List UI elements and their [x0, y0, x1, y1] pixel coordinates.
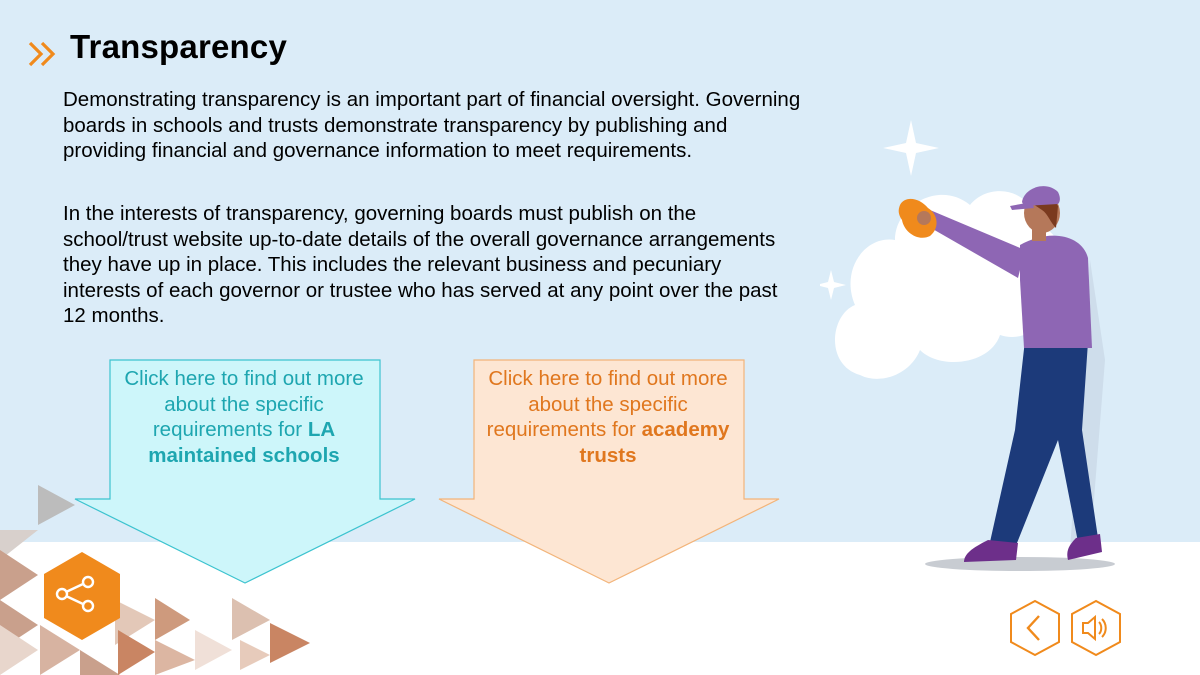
- share-network-icon: [50, 572, 104, 616]
- back-button[interactable]: [1008, 598, 1062, 658]
- double-chevron-icon: [27, 40, 59, 68]
- academy-button-bold-text: academy trusts: [579, 418, 730, 467]
- audio-button[interactable]: [1069, 598, 1123, 658]
- la-button-bold-text: LA maintained schools: [148, 418, 340, 467]
- cleaning-person-illustration: [820, 110, 1140, 580]
- intro-paragraph: Demonstrating transparency is an important part of financial oversight. Governing boards in schools and trusts demonstrate transparency by publishing and providing financial and governance information to meet requirements.: [63, 88, 801, 162]
- la-button-text: Click here to find out more about the specific requirements for: [124, 367, 364, 441]
- academy-trusts-button[interactable]: [476, 366, 740, 468]
- page-title: Transparency: [70, 28, 288, 65]
- academy-button-text: Click here to find out more about the specific requirements for: [486, 367, 728, 441]
- decorative-triangles: [0, 480, 320, 675]
- la-schools-button[interactable]: [112, 366, 376, 468]
- requirements-paragraph: In the interests of transparency, governing boards must publish on the school/trust website up-to-date details of the overall governance arrangements they have up in place. This includes the relevant business and pecuniary interests of each governor or trustee who has served at any point over the past 12 months.: [63, 202, 778, 327]
